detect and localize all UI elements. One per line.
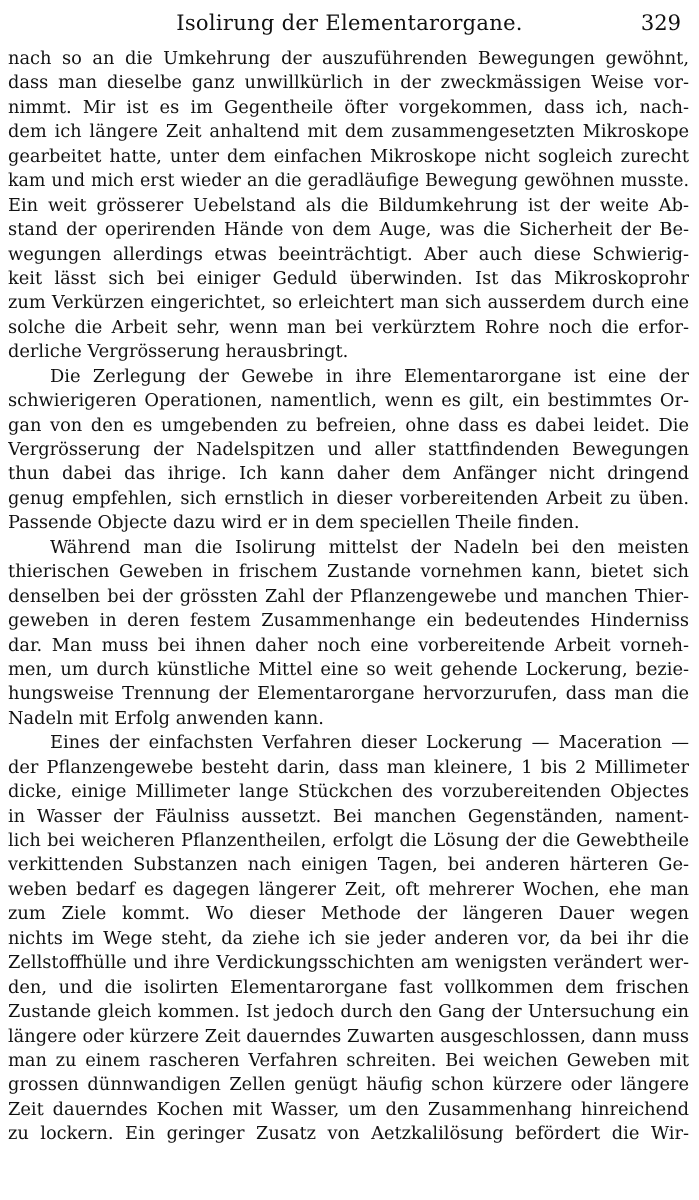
text-line: nach so an die Umkehrung der auszuführenden Bewegungen gewöhnt,: [8, 48, 689, 69]
text-line: Die Zerlegung der Gewebe in ihre Elementarorgane ist eine der: [50, 365, 689, 387]
text-line: schwierigeren Operationen, namentlich, wenn es gilt, ein bestimmtes Or-: [8, 390, 689, 412]
text-line: nimmt. Mir ist es im Gegentheile öfter vorgekommen, dass ich, nach-: [8, 96, 689, 118]
text-line: zum Verkürzen eingerichtet, so erleichtert man sich ausserdem durch eine: [8, 292, 689, 314]
text-line: Zellstoffhülle und ihre Verdickungsschichten am wenigsten verändert wer-: [8, 952, 689, 974]
text-line: kam und mich erst wieder an die geradläufige Bewegung gewöhnen musste.: [8, 171, 689, 192]
body-text: [8, 47, 689, 1147]
text-line: dass man dieselbe ganz unwillkürlich in der zweckmässigen Weise vor-: [8, 72, 689, 94]
running-header: [0, 10, 699, 36]
text-line: gearbeitet hatte, unter dem einfachen Mikroskope nicht sogleich zurecht: [8, 145, 689, 167]
text-line: Zeit dauerndes Kochen mit Wasser, um den Zusammenhang hinreichend: [8, 1098, 689, 1120]
text-line: den, und die isolirten Elementarorgane fast vollkommen dem frischen: [8, 976, 689, 998]
text-line: denselben bei der grössten Zahl der Pflanzengewebe und manchen Thier-: [8, 585, 689, 607]
text-line: men, um durch künstliche Mittel eine so weit gehende Lockerung, bezie-: [8, 658, 689, 680]
page-number: 329: [640, 11, 681, 35]
text-line: keit lässt sich bei einiger Geduld überwinden. Ist das Mikroskoprohr: [8, 267, 689, 289]
text-line: Während man die Isolirung mittelst der Nadeln bei den meisten: [50, 536, 689, 558]
text-line: genug empfehlen, sich ernstlich in dieser vorbereitenden Arbeit zu üben.: [8, 487, 689, 509]
text-line: Eines der einfachsten Verfahren dieser Lockerung — Maceration —: [50, 732, 689, 754]
text-line: hungsweise Trennung der Elementarorgane hervorzurufen, dass man die: [8, 683, 689, 705]
text-line: längere oder kürzere Zeit dauerndes Zuwarten ausgeschlossen, dann muss: [8, 1025, 689, 1047]
text-line: Vergrösserung der Nadelspitzen und aller stattfindenden Bewegungen: [8, 439, 689, 460]
text-line: thun dabei das ihrige. Ich kann daher dem Anfänger nicht dringend: [8, 463, 689, 485]
text-line: zu lockern. Ein geringer Zusatz von Aetzkalilösung befördert die Wir-: [8, 1123, 689, 1145]
text-line: dar. Man muss bei ihnen daher noch eine vorbereitende Arbeit vorneh-: [8, 634, 689, 656]
text-line: Ein weit grösserer Uebelstand als die Bildumkehrung ist der weite Ab-: [8, 194, 689, 216]
text-line: thierischen Geweben in frischem Zustande vornehmen kann, bietet sich: [8, 561, 689, 583]
text-line: solche die Arbeit sehr, wenn man bei verkürztem Rohre noch die erfor-: [8, 316, 689, 338]
text-line: nichts im Wege steht, da ziehe ich sie jeder anderen vor, da bei ihr die: [8, 927, 689, 949]
text-line: weben bedarf es dagegen längerer Zeit, oft mehrerer Wochen, ehe man: [8, 878, 689, 900]
running-title: Isolirung der Elementarorgane.: [176, 11, 523, 35]
text-line: stand der operirenden Hände von dem Auge, was die Sicherheit der Be-: [8, 219, 689, 241]
text-line: derliche Vergrösserung herausbringt.: [8, 341, 349, 363]
text-line: zum Ziele kommt. Wo dieser Methode der längeren Dauer wegen: [8, 903, 689, 925]
text-line: man zu einem rascheren Verfahren schreiten. Bei weichen Geweben mit: [8, 1049, 689, 1071]
text-line: Passende Objecte dazu wird er in dem speciellen Theile finden.: [8, 512, 580, 534]
text-line: der Pflanzengewebe besteht darin, dass man kleinere, 1 bis 2 Millimeter: [8, 756, 689, 778]
text-line: dicke, einige Millimeter lange Stückchen des vorzubereitenden Objectes: [8, 781, 689, 803]
text-line: Nadeln mit Erfolg anwenden kann.: [8, 707, 324, 729]
text-line: Zustande gleich kommen. Ist jedoch durch den Gang der Untersuchung ein: [8, 1002, 689, 1023]
text-line: dem ich längere Zeit anhaltend mit dem zusammengesetzten Mikroskope: [8, 121, 689, 143]
text-line: wegungen allerdings etwas beeinträchtigt. Aber auch diese Schwierig-: [8, 243, 689, 265]
text-line: geweben in deren festem Zusammenhange ein bedeutendes Hinderniss: [8, 610, 689, 632]
text-line: grossen dünnwandigen Zellen genügt häufig schon kürzere oder längere: [8, 1074, 689, 1096]
text-line: gan von den es umgebenden zu befreien, ohne dass es dabei leidet. Die: [8, 414, 689, 436]
text-line: verkittenden Substanzen nach einigen Tagen, bei anderen härteren Ge-: [8, 854, 689, 876]
text-line: in Wasser der Fäulniss aussetzt. Bei manchen Gegenständen, nament-: [8, 805, 689, 827]
text-line: lich bei weicheren Pflanzentheilen, erfolgt die Lösung der die Gewebtheile: [8, 830, 689, 851]
